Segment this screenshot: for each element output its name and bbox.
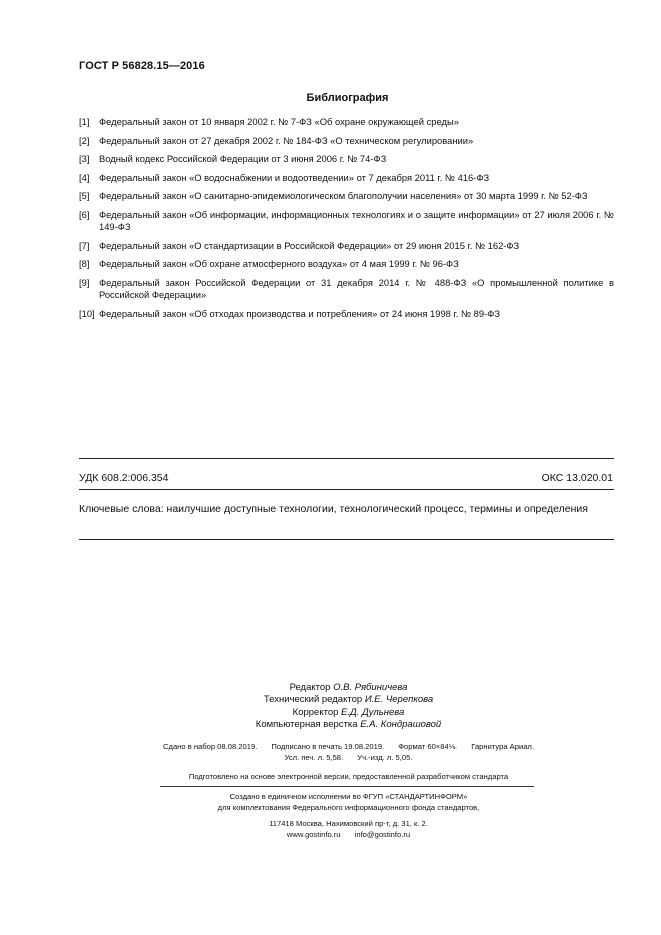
- item-text: Федеральный закон от 27 декабря 2002 г. № 184-ФЗ «О техническом регулировании»: [99, 134, 474, 146]
- item-text: Федеральный закон «Об информации, информационных технологиях и о защите информации» от 27 июля 2006 г. № 149-ФЗ: [99, 208, 614, 232]
- email-link[interactable]: info@gostinfo.ru: [354, 830, 411, 839]
- credit-layout: [36, 719, 661, 731]
- item-number: [6]: [79, 208, 90, 220]
- item-number: [4]: [79, 171, 90, 183]
- bibliography-item: [79, 116, 614, 129]
- credit-label: Компьютерная верстка: [255, 718, 358, 730]
- credit-editor: [36, 682, 661, 694]
- paper-format: Формат 60×84⅛.: [398, 742, 458, 751]
- bibliography-item: [79, 153, 614, 166]
- divider-middle: [79, 489, 614, 490]
- created-line-1: Создано в единичном исполнении во ФГУП «СТАНДАРТИНФОРМ»: [229, 792, 468, 801]
- item-number: [3]: [79, 153, 90, 164]
- imprint-line-1: [36, 741, 661, 752]
- item-text: Федеральный закон «О водоснабжении и водоотведении» от 7 декабря 2011 г. № 416-ФЗ: [99, 171, 490, 183]
- credit-name: О.В. Рябиничева: [333, 682, 408, 693]
- item-number: [8]: [79, 258, 90, 269]
- publisher-info: [0, 791, 661, 840]
- item-text: Федеральный закон «Об отходах производства и потребления» от 24 июня 1998 г. № 89-ФЗ: [99, 307, 500, 319]
- item-text: Федеральный закон Российской Федерации от 31 декабря 2014 г. № 488-ФЗ «О промышленной политике в Российской Федерации»: [99, 276, 614, 300]
- bibliography-item: [79, 172, 614, 185]
- credit-label: Технический редактор: [263, 694, 363, 706]
- oks-code: ОКС 13.020.01: [541, 472, 613, 484]
- credit-name: Е.Д. Дульнева: [341, 706, 405, 718]
- publisher-address: 117418 Москва, Нахимовский пр-т, д. 31, к. 2.: [269, 819, 428, 828]
- publication-sheets: Уч.-изд. л. 5,05.: [357, 753, 413, 762]
- imprint-print-info: [0, 741, 661, 763]
- credit-name: Е.А. Кондрашовой: [360, 718, 442, 730]
- bibliography-item: [79, 258, 614, 271]
- bibliography-item: [79, 308, 614, 321]
- standard-code: ГОСТ Р 56828.15—2016: [79, 60, 205, 72]
- website-link[interactable]: www.gostinfo.ru: [286, 830, 341, 839]
- udk-code: УДК 608.2:006.354: [79, 472, 169, 484]
- bibliography-list: [79, 116, 614, 326]
- credit-label: Редактор: [289, 682, 331, 693]
- bibliography-item: [79, 240, 614, 253]
- signed-date: Подписано в печать 19.08.2019.: [271, 742, 385, 751]
- publisher-contacts: [36, 829, 661, 840]
- print-sheets: Усл. печ. л. 5,58.: [284, 753, 344, 762]
- credits-block: [0, 682, 661, 731]
- item-number: [1]: [79, 116, 90, 127]
- item-number: [2]: [79, 134, 90, 146]
- item-number: [10]: [79, 307, 95, 319]
- bibliography-title: Библиография: [306, 92, 389, 104]
- item-text: Федеральный закон «О санитарно-эпидемиологическом благополучии населения» от 30 марта 1999 г. № 52-ФЗ: [99, 190, 588, 201]
- item-number: [9]: [79, 276, 90, 288]
- prepared-note: Подготовлено на основе электронной версии, предоставленной разработчиком стандарта: [188, 772, 509, 781]
- typeface: Гарнитура Ариал.: [471, 742, 534, 751]
- credit-label: Корректор: [292, 706, 339, 718]
- credit-name: И.Е. Черепкова: [364, 694, 434, 706]
- created-line-2: для комплектования Федерального информационного фонда стандартов,: [217, 803, 480, 812]
- bibliography-item: [79, 190, 614, 203]
- bibliography-item: [79, 277, 614, 302]
- item-text: Федеральный закон «О стандартизации в Российской Федерации» от 29 июня 2015 г. № 162-ФЗ: [99, 239, 520, 251]
- item-number: [7]: [79, 239, 90, 251]
- typeset-date: Сдано в набор 08.08.2019.: [163, 742, 258, 751]
- item-text: Водный кодекс Российской Федерации от 3 июня 2006 г. № 74-ФЗ: [99, 153, 387, 164]
- bibliography-item: [79, 209, 614, 234]
- imprint-divider: [160, 786, 534, 787]
- item-text: Федеральный закон от 10 января 2002 г. № 7-ФЗ «Об охране окружающей среды»: [99, 116, 459, 127]
- imprint-line-2: [36, 752, 661, 763]
- divider-bottom: [79, 539, 614, 540]
- item-number: [5]: [79, 190, 90, 201]
- credit-proofreader: [36, 707, 661, 719]
- keywords: Ключевые слова: наилучшие доступные технологии, технологический процесс, термины и определения: [79, 503, 588, 515]
- bibliography-item: [79, 135, 614, 148]
- divider-top: [79, 458, 614, 459]
- item-text: Федеральный закон «Об охране атмосферного воздуха» от 4 мая 1999 г. № 96-ФЗ: [99, 258, 459, 269]
- credit-tech-editor: [36, 694, 661, 706]
